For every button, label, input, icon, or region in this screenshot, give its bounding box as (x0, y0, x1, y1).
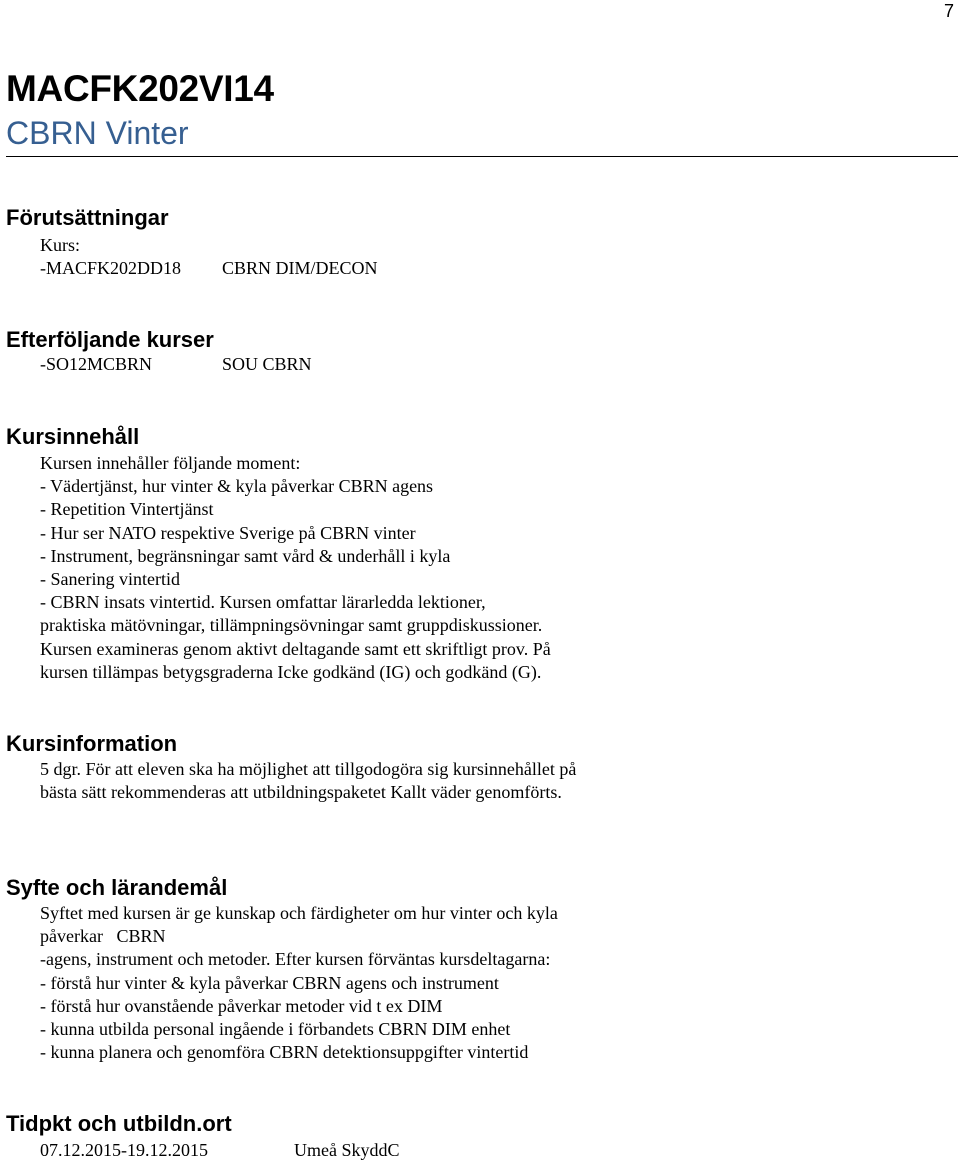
content-line: praktiska mätövningar, tillämpningsövningar samt gruppdiskussioner. (40, 615, 543, 636)
goals-line: - förstå hur ovanstående påverkar metoder vid t ex DIM (40, 995, 443, 1016)
goals-line: - kunna planera och genomföra CBRN detektionsuppgifter vintertid (40, 1042, 529, 1063)
prerequisite-course-code: -MACFK202DD18 (40, 258, 182, 279)
following-courses-heading: Efterföljande kurser (6, 327, 214, 352)
page-number: 7 (943, 1, 954, 21)
goals-body (40, 902, 558, 1064)
content-body (40, 452, 551, 684)
goals-line: påverkar CBRN (40, 926, 166, 947)
course-code: MACFK202VI14 (6, 68, 274, 109)
goals-heading: Syfte och lärandemål (6, 875, 228, 900)
content-heading: Kursinnehåll (6, 424, 140, 449)
following-course-code: -SO12MCBRN (40, 354, 153, 374)
content-line: - Sanering vintertid (40, 569, 180, 590)
following-course-row (40, 353, 312, 376)
content-line: Kursen innehåller följande moment: (40, 453, 301, 473)
prerequisite-course-name: CBRN DIM/DECON (222, 258, 378, 279)
content-line: - Instrument, begränsningar samt vård & underhåll i kyla (40, 545, 451, 566)
content-line: Kursen examineras genom aktivt deltagande samt ett skriftligt prov. På (40, 638, 551, 659)
following-courses-body (40, 353, 312, 376)
goals-line: Syftet med kursen är ge kunskap och färdigheter om hur vinter och kyla (40, 903, 558, 923)
information-body (40, 758, 576, 804)
prerequisite-course-row (40, 257, 378, 280)
goals-line: - kunna utbilda personal ingående i förbandets CBRN DIM enhet (40, 1019, 511, 1040)
prerequisites-body (40, 234, 378, 280)
prerequisites-label: Kurs: (40, 235, 80, 255)
content-line: - Repetition Vintertjänst (40, 499, 214, 520)
goals-line: - förstå hur vinter & kyla påverkar CBRN agens och instrument (40, 972, 499, 993)
information-line: bästa sätt rekommenderas att utbildningspaketet Kallt väder genomförts. (40, 782, 562, 803)
content-line: - CBRN insats vintertid. Kursen omfattar lärarledda lektioner, (40, 592, 486, 613)
goals-line: -agens, instrument och metoder. Efter kursen förväntas kursdeltagarna: (40, 949, 551, 970)
content-line: - Hur ser NATO respektive Sverige på CBRN vinter (40, 522, 416, 543)
title-divider (6, 156, 958, 157)
following-course-name: SOU CBRN (222, 354, 312, 374)
schedule-dates: 07.12.2015-19.12.2015 (40, 1140, 208, 1160)
schedule-location: Umeå SkyddC (294, 1140, 400, 1160)
information-line: 5 dgr. För att eleven ska ha möjlighet att tillgodogöra sig kursinnehållet på (40, 759, 577, 779)
content-line: kursen tillämpas betygsgraderna Icke godkänd (IG) och godkänd (G). (40, 661, 542, 682)
schedule-heading: Tidpkt och utbildn.ort (6, 1111, 232, 1136)
schedule-body (40, 1139, 400, 1162)
content-line: - Vädertjänst, hur vinter & kyla påverkar CBRN agens (40, 476, 434, 497)
prerequisites-heading: Förutsättningar (6, 205, 169, 230)
schedule-row (40, 1139, 400, 1162)
course-title: CBRN Vinter (6, 115, 189, 151)
information-heading: Kursinformation (6, 731, 178, 756)
